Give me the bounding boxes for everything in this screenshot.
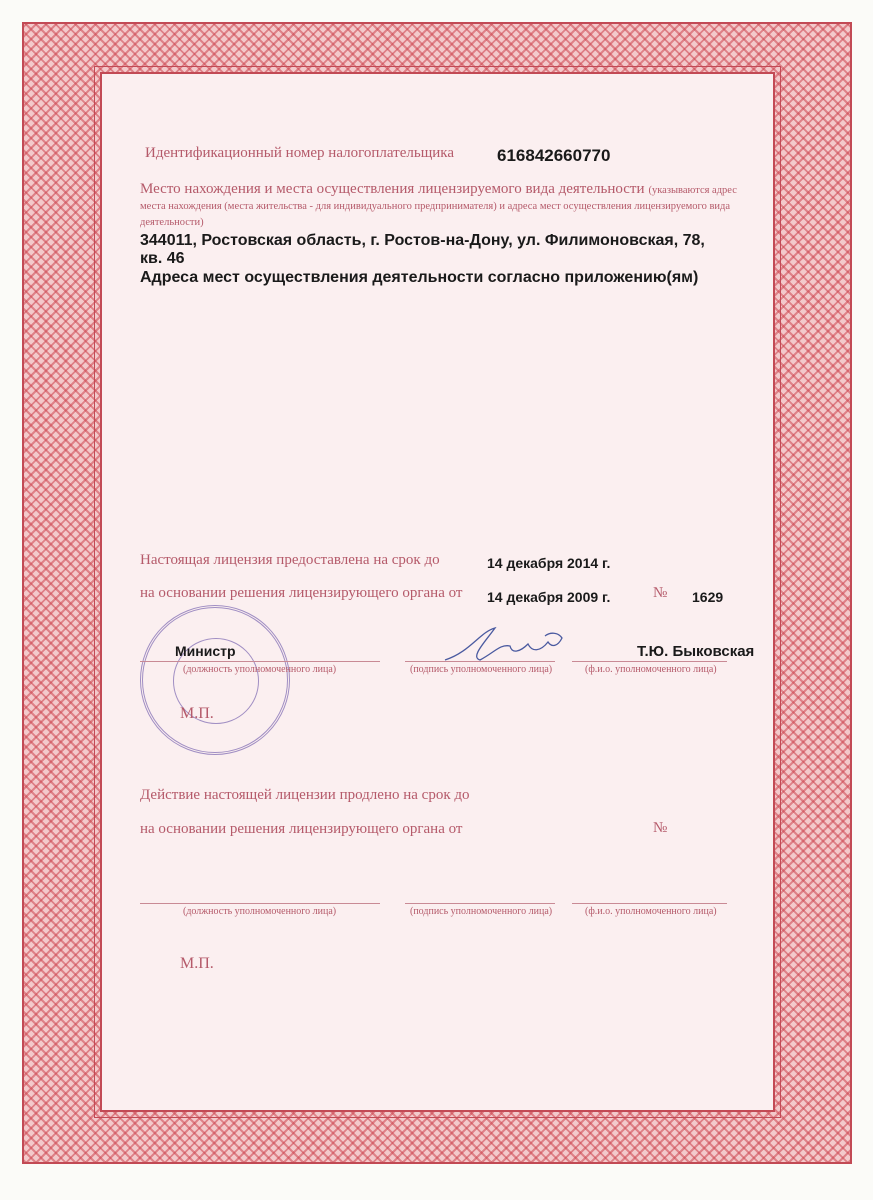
caption-position: (должность уполномоченного лица) [183,664,337,675]
caption-signature: (подпись уполномоченного лица) [410,664,553,675]
number-sign: № [653,820,668,836]
address: 344011, Ростовская область, г. Ростов-на-Дону, ул. Филимоновская, 78, [140,232,705,249]
caption-signature: (подпись уполномоченного лица) [410,906,553,917]
number-sign: № [653,585,668,601]
location-label: Место нахождения и места осуществления лицензируемого вида деятельности [140,181,645,197]
location-block [140,180,740,230]
caption-position: (должность уполномоченного лица) [183,906,337,917]
inn-label: Идентификационный номер налогоплательщика [145,145,455,161]
location-note: деятельности) [140,217,204,228]
caption-name: (ф.и.о. уполномоченного лица) [585,906,717,917]
signer-name: Т.Ю. Быковская [637,643,755,660]
extension-basis-label: на основании решения лицензирующего органа от [140,821,463,837]
mp-label: М.П. [180,955,214,972]
caption-name: (ф.и.о. уполномоченного лица) [585,664,717,675]
basis-date: 14 декабря 2009 г. [487,589,611,605]
inn-value: 616842660770 [497,146,611,165]
address: кв. 46 [140,250,185,267]
term-label: Настоящая лицензия предоставлена на срок до [140,552,440,568]
official-seal [140,605,290,755]
position-value: Министр [175,643,236,659]
location-note: (указываются адрес [648,185,737,196]
term-value: 14 декабря 2014 г. [487,555,611,571]
basis-number: 1629 [692,589,724,605]
address-annex: Адреса мест осуществления деятельности согласно приложению(ям) [140,269,699,286]
mp-label: М.П. [180,705,214,722]
location-note: места нахождения (места жительства - для индивидуального предпринимателя) и адреса мест осуществления лицензируемого вида [140,201,731,212]
basis-label: на основании решения лицензирующего органа от [140,585,463,601]
extension-term-label: Действие настоящей лицензии продлено на срок до [140,787,470,803]
